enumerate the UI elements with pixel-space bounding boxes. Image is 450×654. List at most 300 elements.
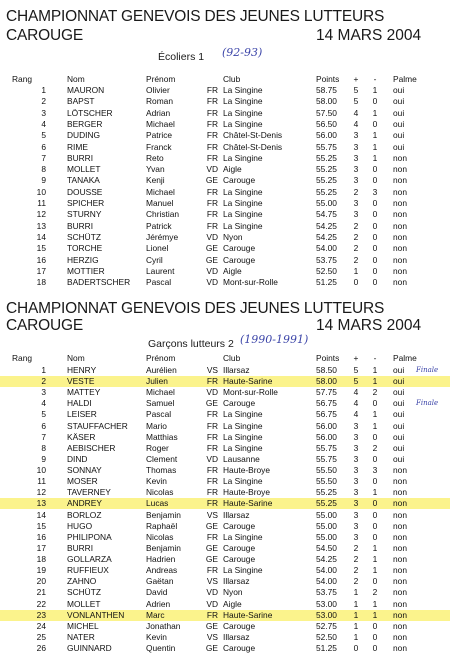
cell-club: Haute-Sarine <box>223 609 273 620</box>
cell-rang: 5 <box>41 409 46 420</box>
cell-prenom: Yvan <box>146 164 165 175</box>
cell-plus: 2 <box>353 243 359 254</box>
cell-plus: 3 <box>353 431 359 442</box>
cell-prenom: Quentin <box>146 643 176 653</box>
results-section-garcons <box>0 300 450 653</box>
header-rang: Rang <box>12 353 33 363</box>
cell-canton: FR <box>206 186 218 197</box>
table-row <box>0 277 450 288</box>
cell-minus: 1 <box>372 376 378 387</box>
cell-rang: 16 <box>36 531 46 542</box>
cell-club: La Singine <box>223 186 263 197</box>
cell-canton: GE <box>205 542 218 553</box>
cell-plus: 4 <box>353 118 359 129</box>
cell-palme: non <box>393 498 407 509</box>
cell-plus: 3 <box>353 476 359 487</box>
cell-nom: SPICHER <box>67 198 105 208</box>
cell-minus: 1 <box>372 542 378 553</box>
table-row <box>0 85 450 96</box>
cell-club: Carouge <box>223 520 256 531</box>
cell-points: 58.00 <box>316 376 337 387</box>
cell-nom: MOLLET <box>67 164 101 175</box>
cell-points: 55.00 <box>316 531 337 542</box>
cell-club: La Singine <box>223 96 263 107</box>
cell-club: Haute-Broye <box>223 487 271 498</box>
cell-points: 51.25 <box>316 643 337 653</box>
cell-club: Illarsaz <box>223 576 250 587</box>
cell-palme: non <box>393 609 407 620</box>
cell-minus: 0 <box>372 175 378 186</box>
cell-canton: VD <box>206 598 218 609</box>
cell-plus: 3 <box>353 209 359 220</box>
cell-canton: FR <box>206 531 218 542</box>
cell-plus: 2 <box>353 542 359 553</box>
cell-prenom: Cyril <box>146 254 163 265</box>
cell-minus: 0 <box>372 96 378 107</box>
cell-palme: non <box>393 598 407 609</box>
cell-palme: non <box>393 465 407 476</box>
cell-canton: VS <box>206 631 218 642</box>
cell-rang: 18 <box>36 554 46 565</box>
cell-canton: FR <box>206 96 218 107</box>
cell-points: 55.00 <box>316 198 337 208</box>
cell-prenom: Reto <box>146 152 164 163</box>
cell-minus: 0 <box>372 509 378 520</box>
cell-plus: 4 <box>353 409 359 420</box>
cell-nom: NATER <box>67 631 95 642</box>
cell-rang: 4 <box>41 118 46 129</box>
cell-rang: 21 <box>36 587 46 598</box>
cell-plus: 2 <box>353 565 359 576</box>
cell-points: 55.25 <box>316 186 337 197</box>
cell-plus: 3 <box>353 141 359 152</box>
cell-minus: 2 <box>372 387 378 398</box>
table-row <box>0 398 450 409</box>
cell-prenom: Michael <box>146 118 175 129</box>
header-nom: Nom <box>67 353 85 363</box>
cell-prenom: Gaëtan <box>146 576 174 587</box>
cell-prenom: Lionel <box>146 243 169 254</box>
cell-minus: 1 <box>372 141 378 152</box>
cell-palme: non <box>393 487 407 498</box>
table-row <box>0 96 450 107</box>
cell-minus: 0 <box>372 620 378 631</box>
header-palme: Palme <box>393 74 417 84</box>
cell-palme: non <box>393 231 407 242</box>
cell-canton: GE <box>205 243 218 254</box>
cell-nom: TAVERNEY <box>67 487 111 498</box>
table-row <box>0 243 450 254</box>
header-minus: - <box>373 74 377 84</box>
cell-rang: 8 <box>41 164 46 175</box>
cell-canton: GE <box>205 398 218 409</box>
cell-palme: non <box>393 243 407 254</box>
cell-minus: 0 <box>372 265 378 276</box>
cell-points: 55.50 <box>316 476 337 487</box>
cell-club: Illarsaz <box>223 509 250 520</box>
cell-palme: non <box>393 643 407 653</box>
cell-points: 54.50 <box>316 542 337 553</box>
cell-canton: VD <box>206 277 218 288</box>
cell-club: La Singine <box>223 220 263 231</box>
header-prenom: Prénom <box>146 353 176 363</box>
cell-palme: non <box>393 576 407 587</box>
cell-points: 53.75 <box>316 254 337 265</box>
cell-club: Lausanne <box>223 453 260 464</box>
cell-prenom: Clement <box>146 453 178 464</box>
cell-nom: KÄSER <box>67 431 96 442</box>
cell-minus: 1 <box>372 420 378 431</box>
table-row <box>0 142 450 153</box>
cell-prenom: Marc <box>146 609 165 620</box>
cell-points: 55.25 <box>316 487 337 498</box>
cell-points: 55.25 <box>316 498 337 509</box>
cell-points: 55.25 <box>316 164 337 175</box>
cell-nom: BURRI <box>67 542 94 553</box>
cell-prenom: Jonathan <box>146 620 181 631</box>
cell-nom: GUINNARD <box>67 643 112 653</box>
cell-rang: 1 <box>41 365 46 375</box>
cell-palme: oui <box>393 130 405 141</box>
cell-prenom: Pascal <box>146 277 172 288</box>
cell-canton: GE <box>205 254 218 265</box>
cell-points: 56.50 <box>316 118 337 129</box>
cell-nom: TORCHE <box>67 243 103 254</box>
cell-canton: FR <box>206 209 218 220</box>
cell-rang: 18 <box>36 277 46 288</box>
cell-plus: 3 <box>353 442 359 453</box>
cell-rang: 6 <box>41 420 46 431</box>
table-row <box>0 576 450 587</box>
cell-plus: 5 <box>353 96 359 107</box>
cell-club: La Singine <box>223 409 263 420</box>
cell-plus: 2 <box>353 554 359 565</box>
cell-points: 55.25 <box>316 175 337 186</box>
cell-minus: 1 <box>372 152 378 163</box>
header-minus: - <box>373 353 377 363</box>
cell-nom: MOLLET <box>67 598 101 609</box>
cell-canton: FR <box>206 107 218 118</box>
table-row <box>0 621 450 632</box>
cell-canton: FR <box>206 220 218 231</box>
cell-prenom: Aurélien <box>146 365 177 375</box>
cell-canton: VD <box>206 453 218 464</box>
table-row <box>0 587 450 598</box>
cell-club: Carouge <box>223 254 256 265</box>
cell-minus: 1 <box>372 598 378 609</box>
cell-nom: MAURON <box>67 85 105 95</box>
cell-points: 54.25 <box>316 231 337 242</box>
cell-palme: non <box>393 152 407 163</box>
table-row <box>0 554 450 565</box>
cell-prenom: Kevin <box>146 476 167 487</box>
table-row <box>0 532 450 543</box>
cell-club: Illarsaz <box>223 365 250 375</box>
championship-title: CHAMPIONNAT GENEVOIS DES JEUNES LUTTEURS <box>6 300 385 317</box>
cell-minus: 0 <box>372 453 378 464</box>
handwritten-years: (1990-1991) <box>240 333 309 346</box>
cell-prenom: Laurent <box>146 265 175 276</box>
cell-prenom: Kenji <box>146 175 165 186</box>
cell-minus: 0 <box>372 164 378 175</box>
cell-rang: 11 <box>37 476 46 487</box>
cell-canton: GE <box>205 620 218 631</box>
cell-minus: 1 <box>372 565 378 576</box>
cell-rang: 17 <box>36 265 46 276</box>
cell-canton: GE <box>205 520 218 531</box>
cell-rang: 6 <box>41 141 46 152</box>
cell-points: 53.75 <box>316 587 337 598</box>
cell-points: 58.00 <box>316 96 337 107</box>
cell-prenom: Patrice <box>146 130 173 141</box>
cell-plus: 3 <box>353 164 359 175</box>
cell-nom: MATTEY <box>67 387 101 398</box>
cell-points: 54.25 <box>316 554 337 565</box>
cell-nom: BURRI <box>67 152 94 163</box>
table-row <box>0 209 450 220</box>
cell-rang: 2 <box>41 376 46 387</box>
table-row <box>0 610 450 621</box>
table-row <box>0 376 450 387</box>
header-club: Club <box>223 353 241 363</box>
table-row <box>0 187 450 198</box>
cell-palme: non <box>393 520 407 531</box>
cell-rang: 14 <box>36 509 46 520</box>
cell-plus: 2 <box>353 220 359 231</box>
cell-points: 54.00 <box>316 576 337 587</box>
cell-palme: non <box>393 542 407 553</box>
cell-prenom: Roman <box>146 96 173 107</box>
table-row <box>0 409 450 420</box>
cell-plus: 2 <box>353 231 359 242</box>
cell-rang: 25 <box>36 631 46 642</box>
cell-nom: RIME <box>67 141 88 152</box>
cell-club: La Singine <box>223 152 263 163</box>
header-rang: Rang <box>12 74 33 84</box>
cell-points: 54.75 <box>316 209 337 220</box>
cell-club: La Singine <box>223 85 263 95</box>
table-row <box>0 198 450 209</box>
cell-nom: ANDREY <box>67 498 102 509</box>
table-row <box>0 130 450 141</box>
category-title: Garçons lutteurs 2 <box>148 338 234 350</box>
cell-club: Aigle <box>223 265 242 276</box>
cell-palme: oui <box>393 420 405 431</box>
cell-rang: 12 <box>36 487 46 498</box>
cell-rang: 26 <box>36 643 46 653</box>
cell-palme: non <box>393 198 407 208</box>
cell-nom: STAUFFACHER <box>67 420 128 431</box>
cell-canton: FR <box>206 409 218 420</box>
cell-palme: oui <box>393 387 405 398</box>
cell-club: Haute-Sarine <box>223 376 273 387</box>
cell-nom: PHILIPONA <box>67 531 112 542</box>
cell-plus: 1 <box>353 265 359 276</box>
cell-canton: FR <box>206 431 218 442</box>
cell-minus: 0 <box>372 198 378 208</box>
cell-club: La Singine <box>223 431 263 442</box>
cell-minus: 2 <box>372 587 378 598</box>
cell-nom: SCHÜTZ <box>67 587 101 598</box>
cell-nom: MOTTIER <box>67 265 105 276</box>
cell-minus: 1 <box>372 85 378 95</box>
cell-palme: non <box>393 509 407 520</box>
cell-palme: non <box>393 164 407 175</box>
cell-palme: non <box>393 175 407 186</box>
cell-nom: ZAHNO <box>67 576 97 587</box>
cell-minus: 0 <box>372 431 378 442</box>
cell-palme: non <box>393 265 407 276</box>
cell-palme: oui <box>393 442 405 453</box>
cell-minus: 3 <box>372 186 378 197</box>
cell-prenom: Nicolas <box>146 531 174 542</box>
cell-minus: 1 <box>372 107 378 118</box>
cell-club: Carouge <box>223 243 256 254</box>
cell-nom: BORLOZ <box>67 509 102 520</box>
cell-points: 56.00 <box>316 420 337 431</box>
cell-minus: 0 <box>372 576 378 587</box>
cell-rang: 17 <box>36 542 46 553</box>
cell-canton: VD <box>206 587 218 598</box>
cell-plus: 2 <box>353 254 359 265</box>
cell-nom: LEISER <box>67 409 97 420</box>
cell-palme: oui <box>393 376 405 387</box>
cell-plus: 3 <box>353 531 359 542</box>
cell-nom: DIND <box>67 453 88 464</box>
cell-prenom: Raphaël <box>146 520 178 531</box>
cell-club: Carouge <box>223 643 256 653</box>
cell-club: Carouge <box>223 175 256 186</box>
cell-rang: 11 <box>37 198 46 208</box>
location: CAROUGE <box>6 317 83 334</box>
cell-plus: 1 <box>353 587 359 598</box>
cell-nom: MOSER <box>67 476 98 487</box>
cell-plus: 1 <box>353 609 359 620</box>
cell-club: Châtel-St-Denis <box>223 130 283 141</box>
cell-canton: VD <box>206 265 218 276</box>
cell-prenom: Hadrien <box>146 554 176 565</box>
cell-minus: 0 <box>372 498 378 509</box>
cell-club: Carouge <box>223 542 256 553</box>
cell-club: Mont-sur-Rolle <box>223 277 278 288</box>
table-row <box>0 153 450 164</box>
cell-club: La Singine <box>223 198 263 208</box>
cell-minus: 1 <box>372 554 378 565</box>
cell-points: 56.00 <box>316 130 337 141</box>
cell-prenom: Olivier <box>146 85 170 95</box>
cell-rang: 9 <box>41 175 46 186</box>
cell-palme: non <box>393 620 407 631</box>
table-row <box>0 543 450 554</box>
header-points: Points <box>316 74 340 84</box>
cell-canton: FR <box>206 376 218 387</box>
cell-canton: FR <box>206 476 218 487</box>
cell-nom: SONNAY <box>67 465 102 476</box>
table-row <box>0 266 450 277</box>
table-row <box>0 465 450 476</box>
cell-minus: 1 <box>372 130 378 141</box>
cell-rang: 19 <box>36 565 46 576</box>
cell-plus: 4 <box>353 107 359 118</box>
cell-minus: 0 <box>372 476 378 487</box>
cell-prenom: Jérémye <box>146 231 179 242</box>
table-row <box>0 510 450 521</box>
cell-club: La Singine <box>223 442 263 453</box>
cell-plus: 3 <box>353 520 359 531</box>
cell-points: 58.75 <box>316 85 337 95</box>
table-row <box>0 255 450 266</box>
cell-minus: 0 <box>372 209 378 220</box>
cell-minus: 0 <box>372 277 378 288</box>
cell-prenom: Roger <box>146 442 169 453</box>
cell-prenom: Franck <box>146 141 172 152</box>
cell-club: Nyon <box>223 231 243 242</box>
cell-rang: 14 <box>36 231 46 242</box>
cell-club: Nyon <box>223 587 243 598</box>
header-nom: Nom <box>67 74 85 84</box>
cell-points: 52.75 <box>316 620 337 631</box>
cell-nom: HALDI <box>67 398 92 409</box>
cell-palme: oui <box>393 398 405 409</box>
cell-plus: 3 <box>353 487 359 498</box>
cell-nom: TANAKA <box>67 175 100 186</box>
cell-nom: BADERTSCHER <box>67 277 131 288</box>
cell-palme: oui <box>393 453 405 464</box>
table-row <box>0 565 450 576</box>
cell-plus: 1 <box>353 598 359 609</box>
cell-points: 55.75 <box>316 141 337 152</box>
cell-minus: 0 <box>372 243 378 254</box>
cell-nom: DOUSSE <box>67 186 103 197</box>
cell-canton: VD <box>206 387 218 398</box>
header-club: Club <box>223 74 241 84</box>
cell-minus: 2 <box>372 442 378 453</box>
cell-palme: non <box>393 554 407 565</box>
handwritten-note: Finale <box>416 399 439 408</box>
header-prenom: Prénom <box>146 74 176 84</box>
cell-palme: non <box>393 254 407 265</box>
cell-palme: non <box>393 587 407 598</box>
cell-nom: STURNY <box>67 209 102 220</box>
table-row <box>0 175 450 186</box>
cell-prenom: Manuel <box>146 198 174 208</box>
cell-minus: 0 <box>372 398 378 409</box>
cell-palme: oui <box>393 365 405 375</box>
cell-plus: 4 <box>353 387 359 398</box>
cell-rang: 2 <box>41 96 46 107</box>
cell-palme: non <box>393 631 407 642</box>
cell-plus: 5 <box>353 376 359 387</box>
cell-canton: VD <box>206 164 218 175</box>
cell-points: 56.75 <box>316 409 337 420</box>
cell-plus: 1 <box>353 631 359 642</box>
cell-palme: non <box>393 476 407 487</box>
cell-nom: LÖTSCHER <box>67 107 113 118</box>
cell-canton: FR <box>206 141 218 152</box>
cell-prenom: Christian <box>146 209 180 220</box>
cell-palme: oui <box>393 107 405 118</box>
cell-club: La Singine <box>223 476 263 487</box>
cell-nom: AEBISCHER <box>67 442 116 453</box>
cell-points: 54.00 <box>316 565 337 576</box>
cell-plus: 1 <box>353 620 359 631</box>
cell-plus: 3 <box>353 198 359 208</box>
cell-canton: FR <box>206 118 218 129</box>
cell-prenom: Patrick <box>146 220 172 231</box>
cell-rang: 15 <box>36 243 46 254</box>
header-plus: + <box>353 74 359 84</box>
cell-prenom: David <box>146 587 168 598</box>
